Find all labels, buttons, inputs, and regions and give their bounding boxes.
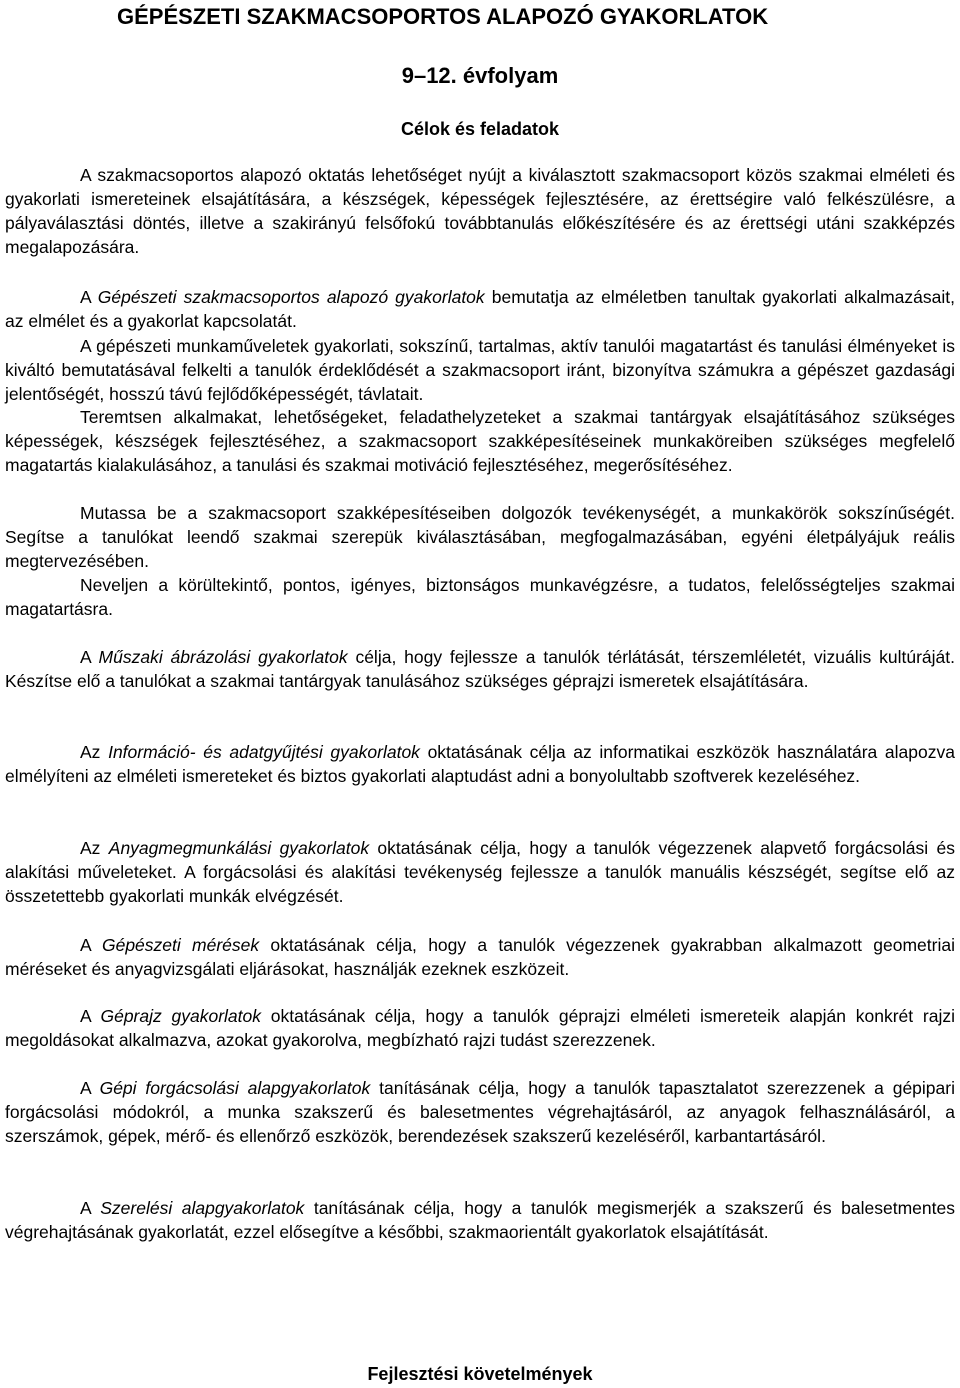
paragraph-careers: Mutassa be a szakmacsoport szakképesítéseiben dolgozók tevékenységét, a munkakörök sokszínűségét. Segítse a tanulókat leendő szakmai szerepük kiválasztásában, megfogalmazásában, egyéni életpályájuk reális megtervezésében.: [5, 503, 955, 571]
next-section-heading: Fejlesztési követelmények: [367, 1364, 593, 1384]
paragraph-material-processing: Az Anyagmegmunkálási gyakorlatok oktatásának célja, hogy a tanulók végezzenek alapvető forgácsolási és alakítási műveleteket. A forgácsolási és alakítási tevékenység fejlessze a tanulók manuális készségét, segítse elő az összetettebb gyakorlati munkák elvégzését.: [5, 838, 955, 906]
paragraph-opportunities: Teremtsen alkalmakat, lehetőségeket, feladathelyzeteket a szakmai tantárgyak elsajátításához szükséges képességek, készségek fejlesztéséhez, a szakmacsoport szakképesítéseinek munkaköreiben szükséges megfelelő magatartás kialakulásához, a tanulási és szakmai motiváció fejlesztéséhez, megerősítéséhez.: [5, 407, 955, 475]
paragraph-operations: A gépészeti munkaműveletek gyakorlati, sokszínű, tartalmas, aktív tanulói magatartást és tanulási élményeket is kiváltó bemutatásával felkelti a tanulók érdeklődését a szakmacsoport iránt, bizonyítva számukra a gépészet gazdasági jelentőségét, hosszú távú fejlődőképességét, távlatait.: [5, 336, 955, 404]
course-name: Anyagmegmunkálási gyakorlatok: [108, 838, 370, 858]
paragraph-information: Az Információ- és adatgyűjtési gyakorlatok oktatásának célja az informatikai eszközök használatára alapozva elmélyíteni az elméleti ismereteket és biztos gyakorlati alaptudást adni a bonyolultabb szoftverek kezeléséhez.: [5, 742, 955, 786]
course-name: Gépészeti szakmacsoportos alapozó gyakorlatok: [97, 287, 485, 307]
grade-heading: 9–12. évfolyam: [401, 63, 559, 88]
course-name: Gépészeti mérések: [101, 935, 260, 955]
paragraph-machining: A Gépi forgácsolási alapgyakorlatok tanításának célja, hogy a tanulók tapasztalatot szerezzenek a gépipari forgácsolási módokról, a munka szakszerű és balesetmentes végrehajtásáról, az anyagok felhasználásáról, a szerszámok, gépek, mérő- és ellenőrző eszközök, berendezések szakszerű kezeléséről, karbantartásáról.: [5, 1078, 955, 1146]
paragraph-technical-drawing: A Műszaki ábrázolási gyakorlatok célja, hogy fejlessze a tanulók térlátását, térszemléletét, vizuális kultúráját. Készítse elő a tanulókat a szakmai tantárgyak tanulásához szükséges géprajzi ismeretek elsajátítására.: [5, 647, 955, 691]
paragraph-measurements: A Gépészeti mérések oktatásának célja, hogy a tanulók végezzenek gyakrabban alkalmazott geometriai méréseket és anyagvizsgálati eljárásokat, használják ezeknek eszközeit.: [5, 935, 955, 979]
course-name: Szerelési alapgyakorlatok: [100, 1198, 305, 1218]
course-name: Gépi forgácsolási alapgyakorlatok: [99, 1078, 371, 1098]
course-name: Információ- és adatgyűjtési gyakorlatok: [108, 742, 420, 762]
course-name: Műszaki ábrázolási gyakorlatok: [98, 647, 348, 667]
paragraph-upbringing: Neveljen a körültekintő, pontos, igényes, biztonságos munkavégzésre, a tudatos, felelősségteljes szakmai magatartásra.: [5, 575, 955, 619]
section-heading: Célok és feladatok: [400, 119, 560, 139]
paragraph-machine-foundation: A Gépészeti szakmacsoportos alapozó gyakorlatok bemutatja az elméletben tanultak gyakorlati alkalmazásait, az elmélet és a gyakorlat kapcsolatát.: [5, 287, 955, 331]
paragraph-drafting: A Géprajz gyakorlatok oktatásának célja, hogy a tanulók géprajzi elméleti ismereteik alapján konkrét rajzi megoldásokat alkalmazva, azokat gyakorolva, megbízható rajzi tudást szerezzenek.: [5, 1006, 955, 1050]
paragraph-assembly: A Szerelési alapgyakorlatok tanításának célja, hogy a tanulók megismerjék a szakszerű és balesetmentes végrehajtásának gyakorlatát, ezzel elősegítve a későbbi, szakmaorientált gyakorlatok elsajátítását.: [5, 1198, 955, 1242]
document-page: [5, 0, 955, 1388]
document-title: GÉPÉSZETI SZAKMACSOPORTOS ALAPOZÓ GYAKORLATOK: [117, 4, 769, 29]
course-name: Géprajz gyakorlatok: [100, 1006, 262, 1026]
intro-paragraph: A szakmacsoportos alapozó oktatás lehetőséget nyújt a kiválasztott szakmacsoport közös szakmai elméleti és gyakorlati ismereteinek elsajátítására, a készségek, képességek fejlesztésére, az érettségire való felkészülésre, a pályaválasztási döntés, illetve a szakirányú felsőfokú továbbtanulás előkészítésére és az érettségi utáni szakképzés megalapozására.: [5, 165, 955, 257]
